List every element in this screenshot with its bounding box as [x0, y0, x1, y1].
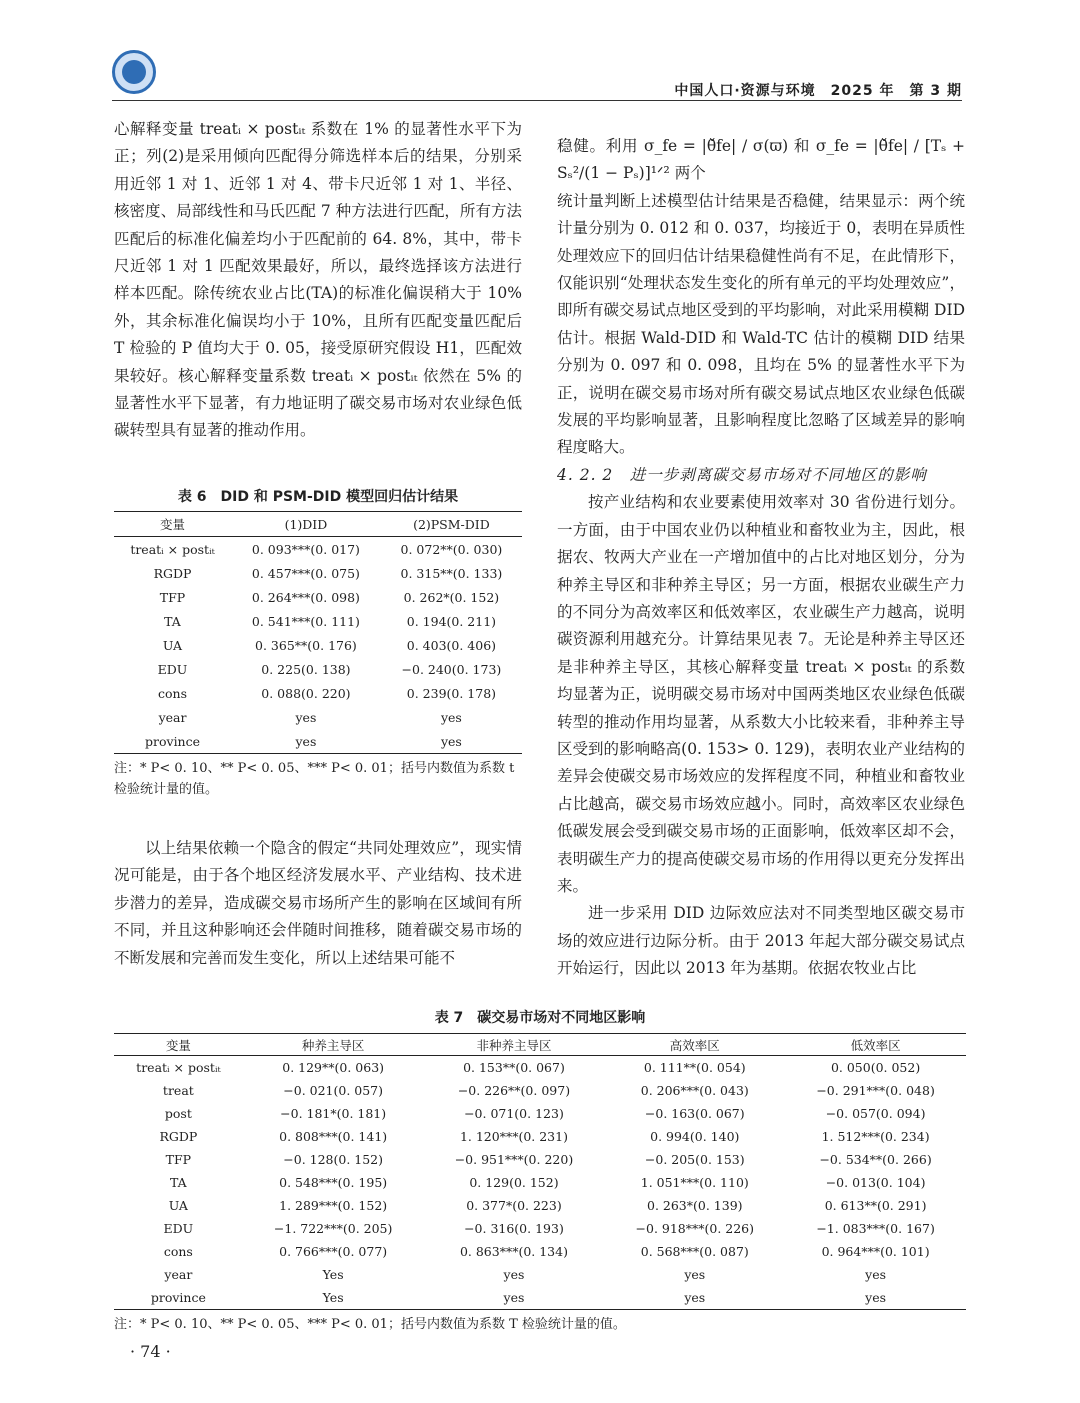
table-cell: −0. 226**(0. 097) [457, 1083, 571, 1098]
table-cell: −0. 021(0. 057) [283, 1083, 384, 1098]
table-row [114, 1102, 966, 1125]
table-row [114, 609, 522, 633]
table6-note: 注：* P< 0. 10、** P< 0. 05、*** P< 0. 01；括号内数值为系数 t 检验统计量的值。 [114, 761, 515, 797]
table-cell: −0. 918***(0. 226) [635, 1221, 755, 1236]
table-cell: yes [440, 733, 462, 749]
table-cell: 0. 808***(0. 141) [279, 1129, 388, 1144]
table-cell: 0. 613**(0. 291) [824, 1198, 927, 1213]
table-row [114, 1148, 966, 1171]
table-cell: 0. 457***(0. 075) [251, 565, 360, 581]
table-cell: 0. 548***(0. 195) [279, 1175, 388, 1190]
table-row [114, 561, 522, 585]
table-cell: 1. 512***(0. 234) [821, 1129, 930, 1144]
table-row [114, 1171, 966, 1194]
left-paragraph-2: 以上结果依赖一个隐含的假定“共同处理效应”，现实情况可能是，由于各个地区经济发展水平、产业结构、技术进步潜力的差异，造成碳交易市场所产生的影响在区域间有所不同，并且这种影响还会伴随时间推移，随着碳交易市场的不断发展和完善而发生变化，所以上述结果可能不 [114, 839, 522, 967]
table-cell: TFP [159, 589, 186, 605]
table-cell: cons [163, 1244, 193, 1259]
table-cell: yes [503, 1290, 525, 1305]
table-cell: 0. 315**(0. 133) [400, 565, 503, 581]
table-row [114, 681, 522, 705]
table-cell: 0. 129**(0. 063) [282, 1060, 385, 1075]
table-row [114, 1286, 966, 1310]
table7-header: 低效率区 [785, 1034, 966, 1056]
table-cell: −0. 534**(0. 266) [819, 1152, 932, 1167]
table-cell: 0. 541***(0. 111) [251, 613, 360, 629]
table-row [114, 705, 522, 729]
table-cell: 0. 194(0. 211) [406, 613, 497, 629]
table-cell: 0. 093***(0. 017) [251, 541, 360, 557]
table-cell: −0. 071(0. 123) [464, 1106, 564, 1121]
table6-header: (1)DID [231, 512, 381, 537]
section-heading: 4. 2. 2 进一步剥离碳交易市场对不同地区的影响 [557, 465, 927, 484]
right-paragraph-1: 统计量判断上述模型估计结果是否稳健，结果显示：两个统计量分别为 0. 012 和 0. 037，均接近于 0，表明在异质性处理效应下的回归估计结果稳健性尚有不足，在此情形下，仅能识别“处理状态发生变化的所有单元的平均处理效应”，即所有碳交易试点地区受到的平均影响，对此采用模糊 DID 估计。根据 Wald-DID 和 Wald-TC 估计的模糊 DID 结果分别为 0. 097 和 0. 098，且均在 5% 的显著性水平下为正，说明在碳交易市场对所有碳交易试点地区农业绿色低碳发展的平均影响显著，且影响程度比忽略了区域差异的影响程度略大。 [557, 191, 965, 457]
table-cell: year [164, 1267, 193, 1282]
table-row [114, 537, 522, 562]
table-cell: 0. 377*(0. 223) [466, 1198, 562, 1213]
table-cell: 0. 206***(0. 043) [640, 1083, 749, 1098]
table-row [114, 729, 522, 754]
table7-header: 种养主导区 [243, 1034, 424, 1056]
table-row [114, 1263, 966, 1286]
table-cell: −0. 316(0. 193) [464, 1221, 564, 1236]
table-cell: yes [503, 1267, 525, 1282]
table-cell: EDU [157, 661, 188, 677]
table-cell: −0. 163(0. 067) [644, 1106, 745, 1121]
table7-header-row [114, 1034, 966, 1056]
table-cell: EDU [163, 1221, 194, 1236]
table-cell: Yes [322, 1267, 344, 1282]
table-cell: year [158, 709, 187, 725]
table-cell: −0. 181*(0. 181) [280, 1106, 387, 1121]
table-row [114, 1240, 966, 1263]
table-cell: post [164, 1106, 192, 1121]
table7-caption: 表 7 碳交易市场对不同地区影响 [434, 1010, 646, 1026]
table-cell: province [145, 733, 201, 749]
table-row [114, 1194, 966, 1217]
table-cell: yes [865, 1267, 887, 1282]
table-cell: 0. 994(0. 140) [650, 1129, 740, 1144]
table-row [114, 657, 522, 681]
journal-header: 中国人口·资源与环境 2025 年 第 3 期 [674, 83, 962, 99]
header-rule [112, 100, 962, 101]
table-cell: 0. 403(0. 406) [406, 637, 497, 653]
table-row [114, 1079, 966, 1102]
table-cell: 0. 365**(0. 176) [255, 637, 357, 653]
table-cell: −0. 240(0. 173) [401, 661, 502, 677]
table-cell: UA [168, 1198, 188, 1213]
table-row [114, 1056, 966, 1080]
table-cell: cons [158, 685, 187, 701]
table7-header: 变量 [114, 1034, 243, 1056]
table-cell: −1. 083***(0. 167) [816, 1221, 935, 1236]
table-cell: 0. 263*(0. 139) [647, 1198, 743, 1213]
formula-line: 稳健。利用 σ_fe = |θ̌fe| / σ(ϖ) 和 σ_fe = |θ̌fe| / [Tₛ + Sₛ²/(1 − Pₛ)]¹ᐟ² 两个 [557, 137, 965, 183]
table-cell: TFP [165, 1152, 192, 1167]
table-cell: 1. 289***(0. 152) [279, 1198, 388, 1213]
table-cell: 0. 964***(0. 101) [821, 1244, 930, 1259]
table-cell: province [150, 1290, 206, 1305]
table-cell: −0. 128(0. 152) [283, 1152, 384, 1167]
table-cell: 0. 050(0. 052) [830, 1060, 921, 1075]
table-cell: 0. 088(0. 220) [261, 685, 351, 701]
table-cell: treat [162, 1083, 194, 1098]
table-cell: 0. 863***(0. 134) [459, 1244, 568, 1259]
table-cell: 1. 120***(0. 231) [459, 1129, 568, 1144]
table-cell: 1. 051***(0. 110) [640, 1175, 749, 1190]
table7-header: 非种养主导区 [424, 1034, 605, 1056]
table-cell: yes [684, 1267, 706, 1282]
table-cell: yes [865, 1290, 887, 1305]
left-paragraph-1: 心解释变量 treatᵢ × postᵢₜ 系数在 1% 的显著性水平下为正；列(2)是采用倾向匹配得分筛选样本后的结果，分别采用近邻 1 对 1、近邻 1 对 4、带卡尺近邻 1 对 1、半径、核密度、局部线性和马氏匹配 7 种方法进行匹配，所有方法匹配后的标准化偏差均小于匹配前的 64. 8%，其中，带卡尺近邻 1 对 1 匹配效果最好，所以，最终选择该方法进行样本匹配。除传统农业占比(TA)的标准化偏误稍大于 10% 外，其余标准化偏误均小于 10%，且所有匹配变量匹配后 T 检验的 P 值均大于 0. 05，接受原研究假设 H1，匹配效果较好。核心解释变量系数 treatᵢ × postᵢₜ 依然在 5% 的显著性水平下显著，有力地证明了碳交易市场对农业绿色低碳转型具有显著的推动作用。 [114, 120, 522, 440]
table-cell: UA [162, 637, 183, 653]
table7-header: 高效率区 [604, 1034, 785, 1056]
table-row [114, 1217, 966, 1240]
table-row [114, 1125, 966, 1148]
table6-header: (2)PSM-DID [381, 512, 522, 537]
table-cell: −1. 722***(0. 205) [273, 1221, 393, 1236]
table7-note: 注：* P< 0. 10、** P< 0. 05、*** P< 0. 01；括号内数值为系数 T 检验统计量的值。 [114, 1317, 626, 1332]
table-cell: Yes [322, 1290, 344, 1305]
table-row [114, 633, 522, 657]
table6-header-row [114, 512, 522, 537]
table-cell: yes [295, 709, 317, 725]
table-cell: yes [684, 1290, 706, 1305]
table-cell: TA [170, 1175, 187, 1190]
left-column-lower [114, 835, 522, 972]
table-cell: 0. 766***(0. 077) [279, 1244, 388, 1259]
table-cell: TA [164, 613, 181, 629]
table-cell: 0. 153**(0. 067) [463, 1060, 565, 1075]
table-cell: −0. 205(0. 153) [644, 1152, 745, 1167]
journal-logo [112, 50, 156, 94]
table-cell: 0. 239(0. 178) [406, 685, 497, 701]
table-cell: RGDP [153, 565, 192, 581]
right-paragraph-2: 按产业结构和农业要素使用效率对 30 省份进行划分。一方面，由于中国农业仍以种植业和畜牧业为主，因此，根据农、牧两大产业在一产增加值中的占比对地区划分，分为种养主导区和非种养主导区；另一方面，根据农业碳生产力的不同分为高效率区和低效率区，农业碳生产力越高，说明碳资源利用越充分。计算结果见表 7。无论是种养主导区还是非种养主导区，其核心解释变量 treatᵢ × postᵢₜ 的系数均显著为正，说明碳交易市场对中国两类地区农业绿色低碳转型的推动作用均显著，从系数大小比较来看，非种养主导区受到的影响略高(0. 153> 0. 129)，表明农业产业结构的差异会使碳交易市场效应的发挥程度不同，种植业和畜牧业占比越高，碳交易市场效应越小。同时，高效率区农业绿色低碳发展会受到碳交易市场的正面影响，低效率区却不会，表明碳生产力的提高使碳交易市场的作用得以更充分发挥出来。 [557, 493, 965, 895]
table6-caption: 表 6 DID 和 PSM-DID 模型回归估计结果 [177, 489, 459, 505]
page-number: · 74 · [130, 1342, 171, 1361]
table-cell: RGDP [159, 1129, 198, 1144]
table-cell: 0. 225(0. 138) [261, 661, 351, 677]
table-cell: −0. 291***(0. 048) [816, 1083, 935, 1098]
right-column [557, 133, 965, 983]
table-cell: 0. 111**(0. 054) [643, 1060, 746, 1075]
table7 [114, 1033, 966, 1310]
table-cell: 0. 568***(0. 087) [640, 1244, 749, 1259]
table-cell: yes [295, 733, 317, 749]
table-cell: yes [440, 709, 462, 725]
table-cell: −0. 057(0. 094) [825, 1106, 926, 1121]
table-cell: 0. 262*(0. 152) [403, 589, 500, 605]
table-cell: treatᵢ × postᵢₜ [136, 1060, 221, 1075]
table6 [114, 511, 522, 754]
table6-header: 变量 [114, 512, 231, 537]
table-cell: −0. 951***(0. 220) [454, 1152, 574, 1167]
table-cell: 0. 072**(0. 030) [400, 541, 503, 557]
right-paragraph-3: 进一步采用 DID 边际效应法对不同类型地区碳交易市场的效应进行边际分析。由于 2013 年起大部分碳交易试点开始运行，因此以 2013 年为基期。依据农牧业占比 [557, 904, 965, 978]
table-cell: −0. 013(0. 104) [825, 1175, 926, 1190]
table-cell: 0. 264***(0. 098) [251, 589, 360, 605]
table-cell: 0. 129(0. 152) [469, 1175, 559, 1190]
left-column [114, 116, 522, 445]
table-row [114, 585, 522, 609]
table-cell: treatᵢ × postᵢₜ [130, 541, 215, 557]
